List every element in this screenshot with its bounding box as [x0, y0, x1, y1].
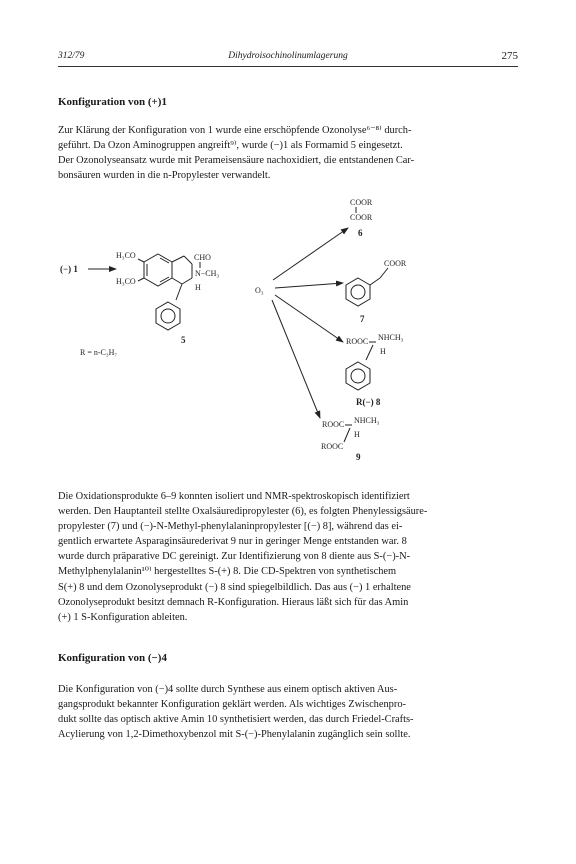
- compound6-number: 6: [358, 228, 363, 238]
- section-heading-1: Konfiguration von (+)1: [58, 96, 167, 108]
- compound5-phenyl-icon: [156, 302, 180, 330]
- paragraph-1: [58, 123, 520, 183]
- section-heading-2: Konfiguration von (−)4: [58, 652, 167, 664]
- compound9-nhch3: NHCH₃: [354, 416, 380, 425]
- compound5-number: 5: [181, 335, 186, 345]
- arrow-to-6: [273, 228, 348, 280]
- compound6-coor-bottom: COOR: [350, 213, 373, 222]
- compound9-h: H: [354, 430, 360, 439]
- compound7-phenyl-icon: [346, 268, 388, 306]
- compound8-h: H: [380, 347, 386, 356]
- header-rule: [58, 66, 518, 67]
- text-line: Die Oxidationsprodukte 6–9 konnten isoliert und NMR-spektroskopisch identifiziert: [58, 491, 410, 502]
- compound6-coor-top: COOR: [350, 198, 373, 207]
- compound8-nhch3: NHCH₃: [378, 333, 404, 342]
- text-line: Acylierung von 1,2-Dimethoxybenzol mit S-(−)-Phenylalanin zugänglich sein sollte.: [58, 729, 411, 741]
- compound5-h3co-bottom: H₃CO: [116, 277, 136, 286]
- text-line: wurde durch präparative DC gereinigt. Zur Identifizierung von 8 diente aus S-(−)-N-: [58, 551, 411, 563]
- text-line: Die Konfiguration von (−)4 sollte durch Synthese aus einem optisch aktiven Aus-: [58, 684, 398, 695]
- compound8-number: R(−) 8: [356, 397, 381, 407]
- arrow-to-8: [275, 295, 343, 342]
- compound9-rooc-bottom: ROOC: [321, 442, 344, 451]
- text-line: dukt sollte das optisch aktive Amin 10 synthetisiert werden, das durch Friedel-Crafts-: [58, 714, 414, 726]
- text-line: S(+) 8 und dem Ozonolyseprodukt (−) 8 sind spiegelbildlich. Das aus (−) 1 erhaltene: [58, 581, 411, 593]
- reaction-scheme: [58, 192, 518, 462]
- compound5-cho: CHO: [194, 253, 211, 262]
- text-line: werden. Den Hauptanteil stellte Oxalsäuredipropylester (6), es folgten Phenylessigsäure-: [58, 506, 428, 518]
- compound8-rooc: ROOC: [346, 337, 369, 346]
- compound7-number: 7: [360, 314, 365, 324]
- header-left: 312/79: [58, 51, 85, 61]
- text-line: gangsprodukt bekannter Konfiguration geklärt werden. Als wichtiges Zwischenpro-: [58, 699, 406, 711]
- text-line: Methylphenylalanin¹⁰⁾ hergestelltes S-(+) 8. Die CD-Spektren von synthetischem: [58, 566, 397, 578]
- compound9-chain: [344, 428, 350, 442]
- arrow-to-9: [272, 300, 320, 418]
- reagent-ozone: O₃: [255, 286, 264, 295]
- start-compound-label: (−) 1: [60, 264, 78, 274]
- compound7-coor: COOR: [384, 259, 407, 268]
- text-line: Ozonolyseprodukt besitzt demnach R-Konfiguration. Hieraus läßt sich für das Amin: [58, 596, 409, 608]
- text-line: Der Ozonolyseansatz wurde mit Perameisensäure nachoxidiert, die entstandenen Car-: [58, 155, 415, 167]
- compound9-number: 9: [356, 452, 361, 462]
- paragraph-3: [58, 682, 520, 742]
- paragraph-2: [58, 489, 520, 625]
- r-definition: R = n-C₃H₇: [80, 348, 118, 357]
- compound8-phenyl-icon: [346, 345, 373, 390]
- text-line: bonsäuren wurden in die n-Propylester verwandelt.: [58, 170, 271, 182]
- compound5-h: H: [195, 283, 201, 292]
- compound5-h3co-top: H₃CO: [116, 251, 136, 260]
- page-number: 275: [501, 50, 518, 62]
- header-title: Dihydroisochinolinumlagerung: [228, 51, 348, 61]
- text-line: propylester (7) und (−)-N-Methyl-phenylalaninpropylester [(−) 8], während das ei-: [58, 521, 403, 533]
- compound9-rooc-top: ROOC: [322, 420, 345, 429]
- text-line: geführt. Da Ozon Aminogruppen angreift⁹⁾, wurde (−)1 als Formamid 5 eingesetzt.: [58, 140, 403, 152]
- compound5-nch3: N−CH₃: [195, 269, 220, 278]
- running-header: [58, 51, 518, 65]
- text-line: (+) 1 S-Konfiguration ableiten.: [58, 611, 188, 623]
- text-line: Zur Klärung der Konfiguration von 1 wurde eine erschöpfende Ozonolyse⁶⁻⁸⁾ durch-: [58, 125, 412, 136]
- scheme-svg: [58, 192, 518, 462]
- arrow-to-7: [275, 283, 343, 288]
- compound5-ring-icon: [138, 254, 192, 300]
- text-line: gentlich erwartete Asparaginsäurederivat 9 nur in geringer Menge entstanden war. 8: [58, 536, 407, 548]
